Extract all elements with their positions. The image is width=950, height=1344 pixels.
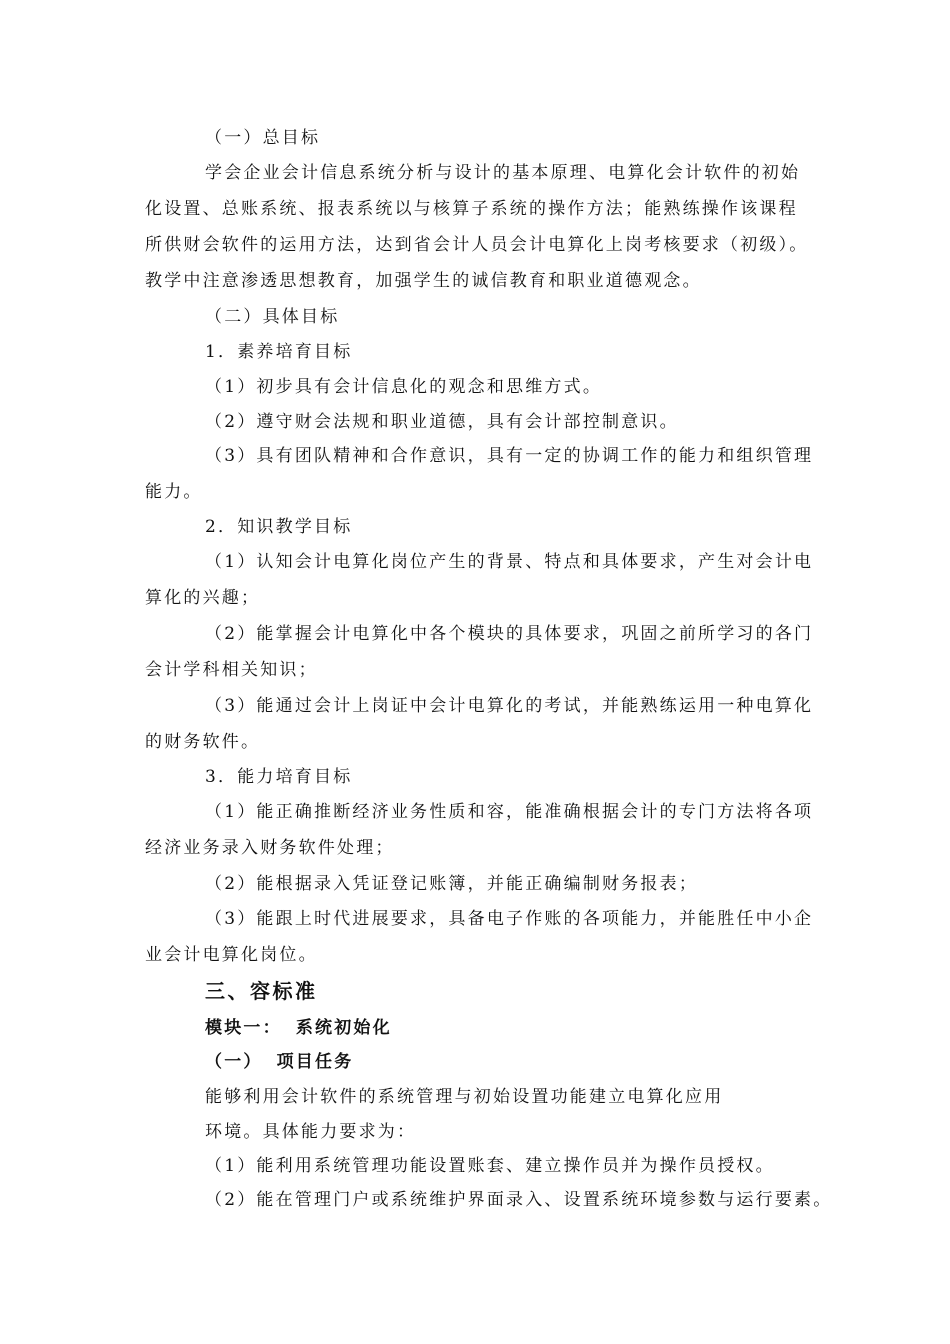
paragraph-line: 环境。具体能力要求为： [205, 1122, 417, 1142]
list-item: （2）能掌握会计电算化中各个模块的具体要求，巩固之前所学习的各门 [205, 624, 814, 644]
list-item-continuation: 业会计电算化岗位。 [145, 945, 318, 965]
list-item-continuation: 会计学科相关知识； [145, 660, 318, 680]
list-item: （3）能通过会计上岗证中会计电算化的考试，并能熟练运用一种电算化 [205, 696, 814, 716]
list-item-continuation: 经济业务录入财务软件处理； [145, 838, 395, 858]
paragraph-line: 化设置、总账系统、报表系统以与核算子系统的操作方法；能熟练操作该课程 [145, 199, 798, 219]
subheading-knowledge-goals: 2．知识教学目标 [205, 517, 353, 537]
list-item: （1）认知会计电算化岗位产生的背景、特点和具体要求，产生对会计电 [205, 552, 814, 572]
list-item: （2）能根据录入凭证登记账簿，并能正确编制财务报表； [205, 874, 699, 894]
list-item: （3）能跟上时代进展要求，具备电子作账的各项能力，并能胜任中小企 [205, 909, 814, 929]
paragraph-line: 学会企业会计信息系统分析与设计的基本原理、电算化会计软件的初始 [205, 163, 801, 183]
subheading-ability-goals: 3．能力培育目标 [205, 767, 353, 787]
section-heading-specific-goals: （二）具体目标 [205, 307, 340, 327]
paragraph-line: 教学中注意渗透思想教育，加强学生的诚信教育和职业道德观念。 [145, 271, 702, 291]
list-item-continuation: 能力。 [145, 482, 203, 502]
list-item: （1）初步具有会计信息化的观念和思维方式。 [205, 377, 603, 397]
task-title: 项目任务 [276, 1052, 354, 1072]
list-item: （1）能利用系统管理功能设置账套、建立操作员并为操作员授权。 [205, 1156, 775, 1176]
subheading-literacy-goals: 1．素养培育目标 [205, 342, 353, 362]
project-task-heading [205, 1050, 353, 1074]
list-item-continuation: 算化的兴趣； [145, 588, 261, 608]
list-item: （1）能正确推断经济业务性质和容，能准确根据会计的专门方法将各项 [205, 802, 814, 822]
list-item: （3）具有团队精神和合作意识，具有一定的协调工作的能力和组织管理 [205, 446, 814, 466]
task-number: （一） [205, 1052, 263, 1072]
paragraph-line: 所供财会软件的运用方法，达到省会计人员会计电算化上岗考核要求（初级）。 [145, 235, 809, 255]
section-heading-general-goal: （一）总目标 [205, 128, 321, 148]
chapter-heading-content-standards: 三、容标准 [205, 979, 318, 1003]
list-item: （2）能在管理门户或系统维护界面录入、设置系统环境参数与运行要素。 [205, 1190, 833, 1210]
module-title: 系统初始化 [295, 1018, 392, 1038]
list-item: （2）遵守财会法规和职业道德，具有会计部控制意识。 [205, 412, 679, 432]
module-heading [205, 1016, 392, 1040]
list-item-continuation: 的财务软件。 [145, 732, 261, 752]
paragraph-line: 能够利用会计软件的系统管理与初始设置功能建立电算化应用 [205, 1087, 724, 1107]
module-label: 模块一： [205, 1018, 282, 1038]
